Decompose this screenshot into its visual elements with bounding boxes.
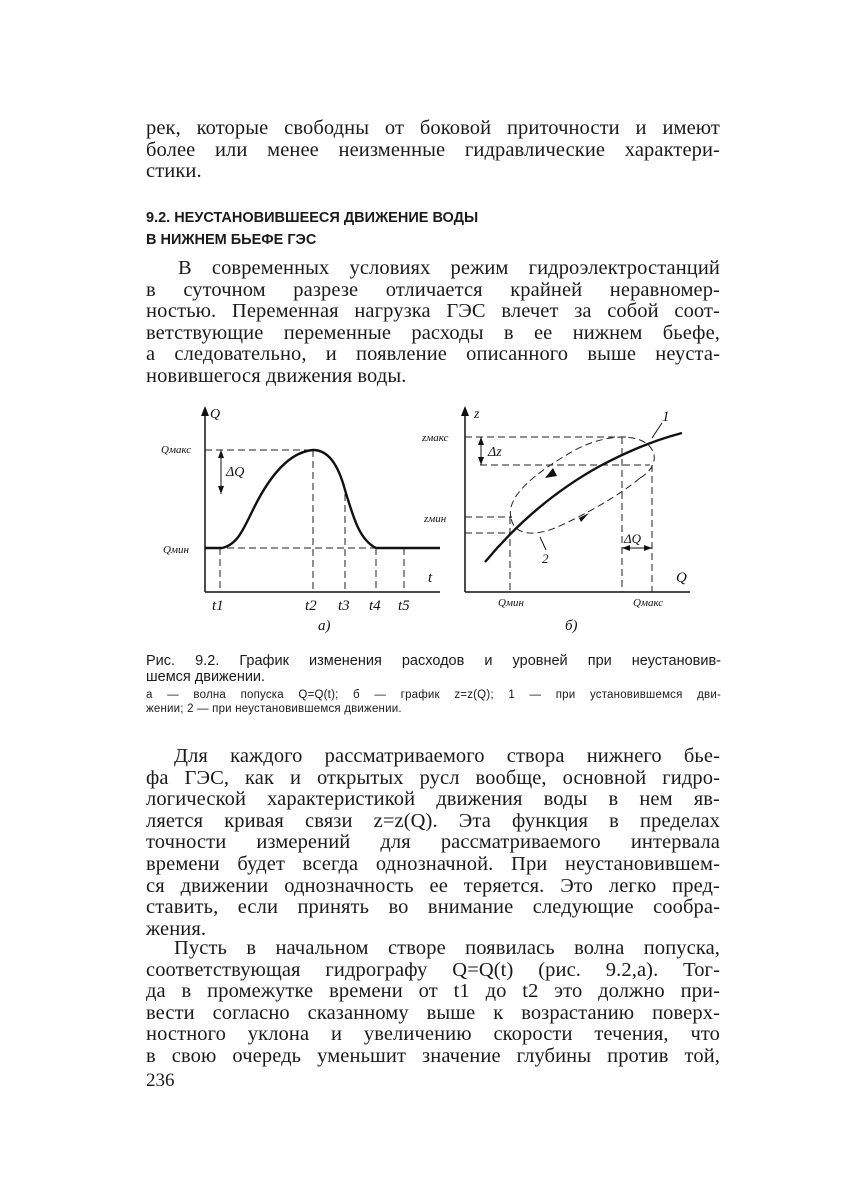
tick-t1: t1 (212, 598, 224, 614)
text-line: ся движении однозначность ее теряется. Это легко пред- (146, 874, 720, 897)
panel-b-label: б) (565, 618, 578, 634)
heading-line: В НИЖНЕМ БЬЕФЕ ГЭС (146, 232, 317, 248)
text-line: Для каждого рассматриваемого створа нижнего бье- (174, 745, 720, 767)
arrow-right-icon (644, 545, 652, 551)
text-line: более или менее неизменные гидравлические характери- (146, 138, 720, 161)
q-min-label: Qмин (163, 544, 189, 556)
curve-1-leader (652, 423, 662, 438)
text-line: фа ГЭС, как и открытых русл вообще, основной гидро- (146, 766, 720, 789)
caption-line: жении; 2 — при неустановившемся движении. (146, 703, 402, 715)
loop-arrow-icon (545, 468, 557, 478)
heading-line: 9.2. НЕУСТАНОВИВШЕЕСЯ ДВИЖЕНИЕ ВОДЫ (146, 210, 479, 226)
text-line: жения. (146, 917, 207, 940)
paragraph-intro (146, 118, 720, 183)
z-max-label: zмакс (422, 432, 449, 444)
text-line: в свою очередь уменьшит значение глубины против той, (146, 1044, 720, 1067)
q-max-label: Qмакс (161, 444, 192, 456)
tick-t2: t2 (305, 598, 317, 614)
caption-line: шемся движении. (146, 669, 266, 685)
curve-2-leader (540, 537, 546, 550)
page-number: 236 (146, 1070, 175, 1091)
text-line: ляется кривая связи z=z(Q). Эта функция в пределах (146, 809, 720, 832)
graph-a (161, 406, 440, 634)
z-min-label: zмин (424, 513, 447, 525)
text-line: да в промежутке времени от t1 до t2 это должно при- (146, 980, 720, 1003)
q-min-tick: Qмин (498, 597, 524, 609)
section-heading (146, 207, 646, 251)
tick-t5: t5 (398, 598, 410, 614)
text-line: стики. (146, 160, 202, 183)
text-line: в суточном разрезе отличается крайней неравномер- (146, 278, 720, 301)
text-line: точности измерений для рассматриваемого интервала (146, 831, 720, 854)
x-axis-label: t (428, 570, 433, 586)
arrow-up-icon (478, 437, 484, 445)
text-line: Пусть в начальном створе появилась волна попуска, (174, 937, 720, 959)
tick-t4: t4 (369, 598, 381, 614)
text-line: вести согласно сказанному выше к возрастанию поверх- (146, 1001, 720, 1024)
y-axis-arrow-icon (201, 406, 209, 416)
delta-q-label: ΔQ (624, 531, 642, 546)
figure-caption-legend (146, 688, 721, 716)
loop-lower-dashed (511, 478, 640, 533)
delta-q-label: ΔQ (226, 465, 245, 480)
text-line: В современных условиях режим гидроэлектростанций (178, 257, 720, 279)
tick-t3: t3 (338, 598, 350, 614)
x-axis-label: Q (676, 570, 687, 586)
arrow-down-icon (478, 457, 484, 465)
delta-z-label: Δz (488, 445, 502, 460)
text-line: ностью. Переменная нагрузка ГЭС влечет за собой соот- (146, 300, 720, 323)
graph-b (421, 406, 690, 634)
q-max-tick: Qмакс (633, 597, 664, 609)
text-line: ставить, если принять во внимание следующие сообра- (146, 896, 720, 919)
figure-caption (146, 653, 721, 685)
text-line: ветствующие переменные расходы в ее нижнем бьефе, (146, 321, 720, 344)
y-axis-label: z (474, 407, 480, 422)
paragraph-4 (146, 938, 720, 1068)
y-axis-arrow-icon (461, 406, 469, 416)
panel-a-label: а) (318, 618, 331, 634)
caption-line: а — волна попуска Q=Q(t); б — график z=z(Q); 1 — при установившемся дви- (146, 689, 721, 701)
paragraph-3 (146, 746, 720, 940)
text-line: а следовательно, и появление описанного выше неуста- (146, 343, 720, 366)
arrow-up-icon (218, 450, 224, 458)
text-line: рек, которые свободны от боковой приточности и имеют (146, 117, 720, 139)
paragraph-2 (146, 258, 720, 388)
text-line: соответствующая гидрографу Q=Q(t) (рис. 9.2,а). Тог- (146, 958, 720, 981)
text-line: времени будет всегда однозначной. При неустановившем- (146, 852, 720, 875)
text-line: новившегося движения воды. (146, 364, 407, 387)
text-line: логической характеристикой движения воды в нем яв- (146, 788, 720, 811)
y-axis-label: Q (210, 407, 221, 422)
curve-2-label: 2 (542, 551, 549, 566)
text-line: ностного уклона и увеличению скорости течения, что (146, 1023, 720, 1046)
caption-line: Рис. 9.2. График изменения расходов и уровней при неустановив- (146, 653, 721, 669)
figure-9-2 (146, 400, 726, 640)
arrow-down-icon (218, 486, 224, 494)
curve-1-label: 1 (662, 409, 670, 425)
